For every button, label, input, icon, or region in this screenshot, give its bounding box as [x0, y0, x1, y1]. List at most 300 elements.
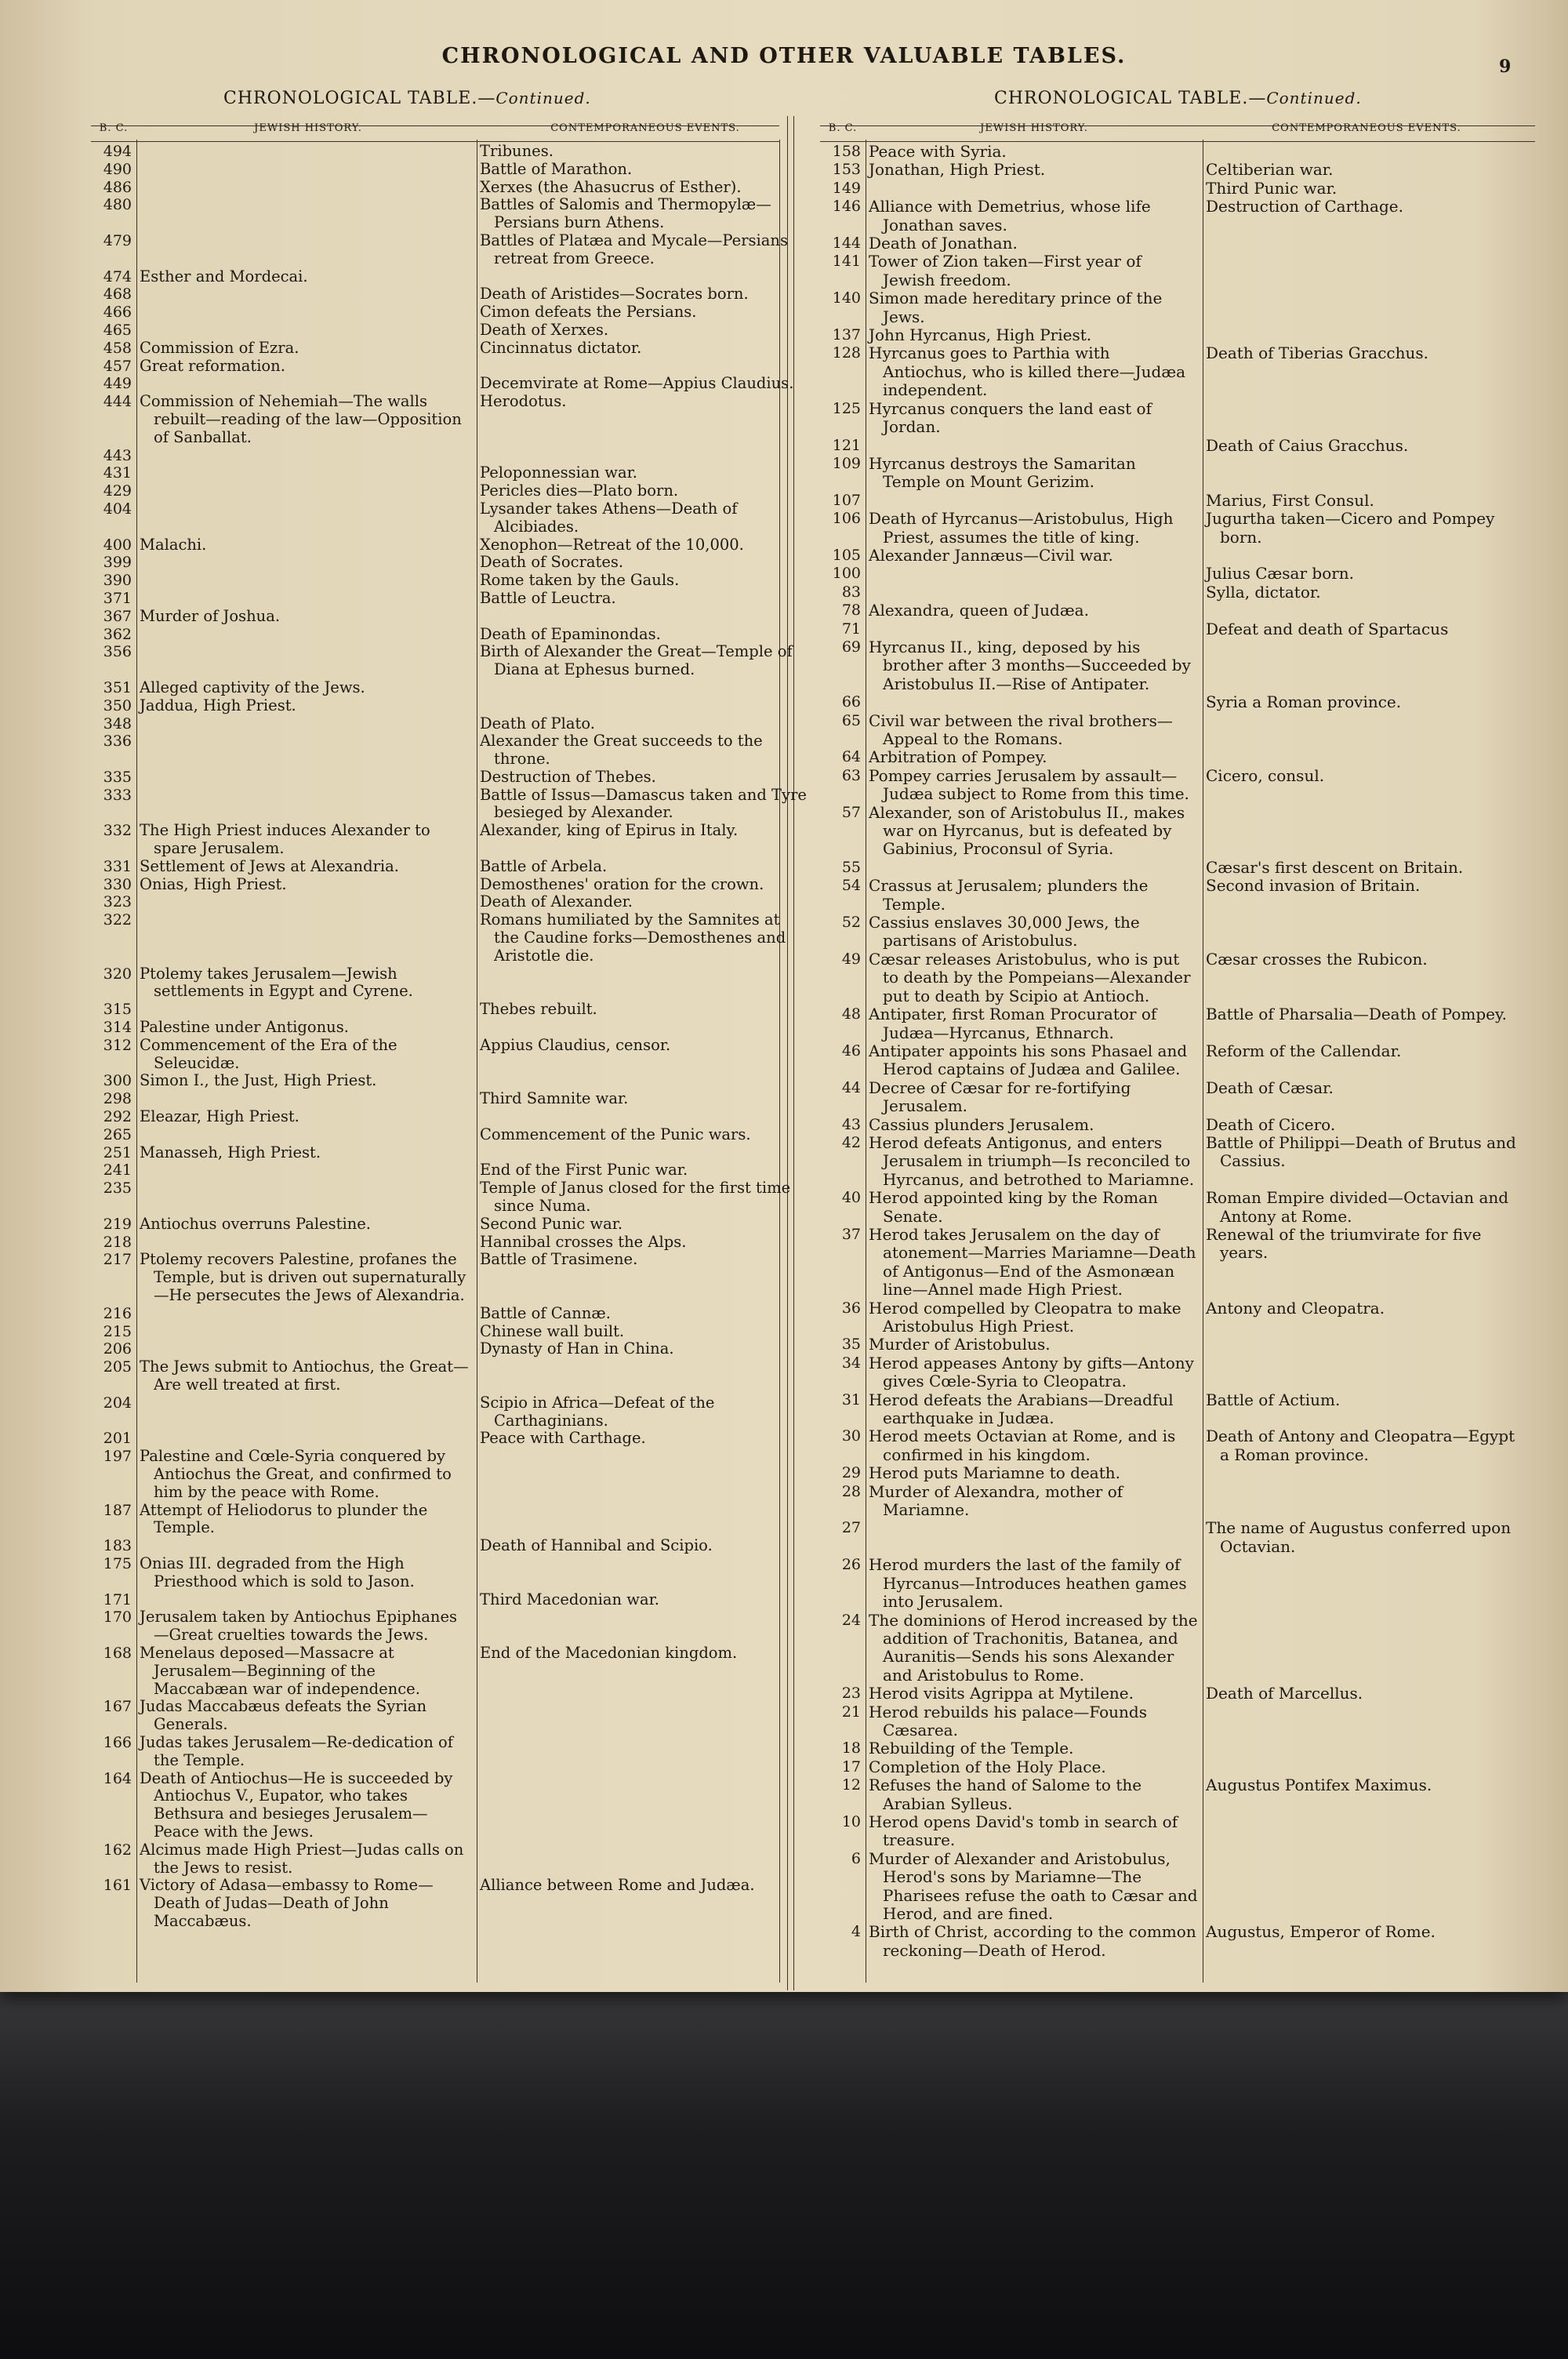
left-col-head-bc: B. C.: [99, 122, 129, 134]
jewish-history-cell: [136, 643, 477, 679]
year-cell: 49: [841, 950, 861, 968]
contemporaneous-event-cell: [1203, 143, 1530, 161]
year-cell: 466: [103, 304, 132, 322]
table-row: [91, 143, 790, 161]
table-row: [820, 1354, 1555, 1391]
year-cell: 125: [832, 399, 861, 417]
year-cell: 57: [841, 803, 861, 821]
year-cell: 40: [841, 1189, 861, 1207]
table-row: [91, 1037, 790, 1073]
year-cell: 46: [841, 1041, 861, 1060]
table-row: [820, 1519, 1555, 1556]
year-cell: 44: [841, 1078, 861, 1096]
table-row: [820, 1483, 1555, 1520]
contemporaneous-event-cell: [477, 1144, 814, 1162]
contemporaneous-event-cell: [1203, 804, 1530, 859]
jewish-history-cell: [136, 572, 477, 590]
jewish-history-cell: Esther and Mordecai.: [140, 267, 308, 285]
jewish-history-cell: Murder of Joshua.: [140, 606, 281, 625]
jewish-history-cell: Judas takes Jerusalem—Re-dedication of the Temple.: [140, 1732, 453, 1769]
contemporaneous-event-cell: [477, 268, 814, 286]
table-row: [91, 1555, 790, 1591]
contemporaneous-event-cell: [477, 1358, 814, 1394]
year-cell: 218: [103, 1233, 132, 1251]
contemporaneous-event-cell: [477, 1608, 814, 1645]
year-cell: 251: [103, 1143, 132, 1161]
table-row: [91, 322, 790, 340]
jewish-history-cell: Settlement of Jews at Alexandria.: [140, 856, 399, 875]
table-row: [820, 455, 1555, 492]
year-cell: 107: [832, 491, 861, 509]
contemporaneous-event-cell: [477, 1502, 814, 1538]
jewish-history-cell: Simon I., the Just, High Priest.: [140, 1071, 377, 1090]
table-row: [91, 769, 790, 787]
table-row: [820, 1612, 1555, 1685]
contemporaneous-event-cell: Commencement of the Punic wars.: [480, 1125, 751, 1143]
contemporaneous-event-cell: Peloponnessian war.: [480, 463, 637, 482]
contemporaneous-event-cell: Augustus, Emperor of Rome.: [1206, 1922, 1436, 1942]
table-row: [91, 1608, 790, 1645]
table-row: [91, 340, 790, 358]
jewish-history-cell: The dominions of Herod increased by the addition of Trachonitis, Batanea, and Auranitis—Sends his sons Alexander and Aristobulus to Rome.: [869, 1610, 1198, 1685]
jewish-history-cell: [136, 554, 477, 572]
table-row: [91, 1770, 790, 1841]
contemporaneous-event-cell: Cicero, consul.: [1206, 765, 1325, 785]
jewish-history-cell: Refuses the hand of Salome to the Arabian Sylleus.: [869, 1776, 1142, 1813]
year-cell: 21: [841, 1703, 861, 1721]
year-cell: 167: [103, 1698, 132, 1716]
contemporaneous-event-cell: Syria a Roman province.: [1206, 692, 1402, 712]
table-row: [820, 492, 1555, 510]
jewish-history-cell: John Hyrcanus, High Priest.: [869, 325, 1092, 345]
jewish-history-cell: [136, 143, 477, 161]
running-title: CHRONOLOGICAL AND OTHER VALUABLE TABLES.: [441, 44, 1127, 68]
table-row: [91, 196, 790, 232]
jewish-history-cell: Death of Jonathan.: [869, 234, 1018, 253]
jewish-history-cell: Herod visits Agrippa at Mytilene.: [869, 1684, 1134, 1703]
table-row: [91, 536, 790, 554]
jewish-history-cell: [136, 500, 477, 536]
table-row: [820, 161, 1555, 179]
jewish-history-cell: Eleazar, High Priest.: [140, 1107, 299, 1126]
table-row: [820, 914, 1555, 951]
year-cell: 219: [103, 1215, 132, 1233]
year-cell: 204: [103, 1394, 132, 1412]
contemporaneous-event-cell: Marius, First Consul.: [1206, 490, 1374, 510]
year-cell: 371: [103, 589, 132, 607]
year-cell: 65: [841, 711, 861, 729]
table-row: [91, 304, 790, 322]
contemporaneous-event-cell: [1203, 326, 1530, 344]
year-cell: 348: [103, 714, 132, 732]
right-table-title-cont: Continued.: [1266, 89, 1362, 107]
year-cell: 64: [841, 748, 861, 766]
contemporaneous-event-cell: [1203, 253, 1530, 289]
contemporaneous-event-cell: Xerxes (the Ahasucrus of Esther).: [480, 177, 742, 196]
contemporaneous-event-cell: [1203, 1703, 1530, 1740]
jewish-history-cell: [136, 893, 477, 911]
jewish-history-cell: [136, 1001, 477, 1019]
year-cell: 206: [103, 1340, 132, 1358]
jewish-history-cell: [866, 583, 1203, 602]
jewish-history-cell: Manasseh, High Priest.: [140, 1143, 321, 1161]
jewish-history-cell: [136, 1537, 477, 1555]
table-row: [91, 715, 790, 733]
table-row: [820, 1116, 1555, 1134]
table-row: [820, 1813, 1555, 1850]
jewish-history-cell: Peace with Syria.: [869, 142, 1007, 161]
year-cell: 235: [103, 1180, 132, 1198]
contemporaneous-event-cell: The name of Augustus conferred upon Octavian.: [1206, 1518, 1512, 1556]
table-row: [820, 712, 1555, 749]
table-row: [91, 679, 790, 697]
table-row: [820, 748, 1555, 766]
right-table-title-text: CHRONOLOGICAL TABLE.—: [994, 89, 1267, 108]
contemporaneous-event-cell: [1203, 914, 1530, 951]
jewish-history-cell: Ptolemy takes Jerusalem—Jewish settlements in Egypt and Cyrene.: [140, 964, 413, 1001]
contemporaneous-event-cell: [477, 358, 814, 376]
year-cell: 468: [103, 285, 132, 304]
jewish-history-cell: Hyrcanus II., king, deposed by his brother after 3 months—Succeeded by Aristobulus II.—Rise of Antipater.: [869, 637, 1191, 693]
year-cell: 153: [832, 161, 861, 179]
contemporaneous-event-cell: Destruction of Carthage.: [1206, 197, 1403, 216]
jewish-history-cell: [136, 1591, 477, 1609]
contemporaneous-event-cell: Battles of Platæa and Mycale—Persians retreat from Greece.: [480, 231, 788, 267]
table-row: [820, 234, 1555, 253]
year-cell: 480: [103, 196, 132, 214]
contemporaneous-event-cell: Battles of Salomis and Thermopylæ—Persians burn Athens.: [480, 195, 771, 232]
table-row: [820, 1556, 1555, 1611]
table-row: [820, 289, 1555, 326]
year-cell: 330: [103, 875, 132, 893]
year-cell: 34: [841, 1354, 861, 1372]
year-cell: 323: [103, 893, 132, 911]
contemporaneous-event-cell: Birth of Alexander the Great—Temple of Diana at Ephesus burned.: [480, 642, 793, 679]
table-row: [91, 893, 790, 911]
year-cell: 336: [103, 732, 132, 751]
year-cell: 335: [103, 768, 132, 786]
table-row: [91, 1323, 790, 1341]
year-cell: 332: [103, 822, 132, 840]
table-row: [91, 1877, 790, 1930]
year-cell: 23: [841, 1685, 861, 1703]
contemporaneous-event-cell: Death of Aristides—Socrates born.: [480, 285, 749, 304]
left-col-head-jewish: JEWISH HISTORY.: [254, 122, 362, 134]
jewish-history-cell: Herod appeases Antony by gifts—Antony gives Cœle-Syria to Cleopatra.: [869, 1353, 1194, 1391]
contemporaneous-event-cell: Alexander, king of Epirus in Italy.: [480, 821, 739, 840]
year-cell: 486: [103, 178, 132, 196]
contemporaneous-event-cell: [477, 1555, 814, 1591]
year-cell: 431: [103, 464, 132, 482]
contemporaneous-event-cell: Cimon defeats the Persians.: [480, 303, 697, 322]
contemporaneous-event-cell: Battle of Marathon.: [480, 159, 633, 178]
table-row: [91, 1305, 790, 1323]
jewish-history-cell: Malachi.: [140, 535, 207, 554]
year-cell: 400: [103, 536, 132, 554]
contemporaneous-event-cell: Sylla, dictator.: [1206, 582, 1321, 602]
contemporaneous-event-cell: Death of Cæsar.: [1206, 1078, 1334, 1097]
contemporaneous-event-cell: [477, 1698, 814, 1734]
year-cell: 28: [841, 1482, 861, 1500]
table-row: [91, 500, 790, 536]
table-row: [91, 1234, 790, 1252]
table-row: [820, 1703, 1555, 1740]
jewish-history-cell: [136, 322, 477, 340]
contemporaneous-event-cell: Death of Plato.: [480, 714, 595, 732]
table-row: [820, 583, 1555, 602]
contemporaneous-event-cell: Defeat and death of Spartacus: [1206, 619, 1449, 638]
table-row: [91, 1448, 790, 1501]
jewish-history-cell: [866, 1519, 1203, 1556]
year-cell: 24: [841, 1611, 861, 1629]
jewish-history-cell: [866, 492, 1203, 510]
jewish-history-cell: [136, 715, 477, 733]
left-table-title-text: CHRONOLOGICAL TABLE.—: [223, 89, 496, 108]
year-cell: 54: [841, 877, 861, 895]
left-table-title: [223, 89, 591, 108]
table-row: [91, 268, 790, 286]
table-row: [820, 180, 1555, 198]
table-row: [91, 1144, 790, 1162]
contemporaneous-event-cell: [1203, 1612, 1530, 1685]
contemporaneous-event-cell: [477, 1072, 814, 1090]
jewish-history-cell: Death of Antiochus—He is succeeded by Antiochus V., Eupator, who takes Bethsura and besieges Jerusalem—Peace with the Jews.: [140, 1768, 453, 1841]
table-row: [91, 1340, 790, 1358]
year-cell: 100: [832, 565, 861, 583]
year-cell: 105: [832, 546, 861, 564]
year-cell: 474: [103, 267, 132, 285]
table-row: [91, 374, 794, 393]
year-cell: 149: [832, 179, 861, 197]
right-col-head-bc: B. C.: [828, 122, 858, 134]
jewish-history-cell: Antipater, first Roman Procurator of Judæa—Hyrcanus, Ethnarch.: [869, 1005, 1157, 1042]
jewish-history-cell: [136, 626, 477, 644]
contemporaneous-event-cell: Hannibal crosses the Alps.: [480, 1232, 687, 1251]
year-cell: 320: [103, 965, 132, 983]
jewish-history-cell: Herod puts Mariamne to death.: [869, 1463, 1120, 1483]
contemporaneous-event-cell: End of the First Punic war.: [480, 1161, 688, 1180]
year-cell: 265: [103, 1125, 132, 1143]
year-cell: 175: [103, 1554, 132, 1572]
table-row: [820, 437, 1555, 455]
table-row: [91, 1734, 790, 1770]
table-row: [820, 859, 1555, 877]
contemporaneous-event-cell: Death of Cicero.: [1206, 1114, 1336, 1134]
contemporaneous-event-cell: Thebes rebuilt.: [480, 1000, 597, 1019]
jewish-history-cell: [136, 196, 477, 232]
contemporaneous-event-cell: [477, 1108, 814, 1126]
jewish-history-cell: [136, 769, 477, 787]
contemporaneous-event-cell: Destruction of Thebes.: [480, 767, 656, 786]
jewish-history-cell: [136, 1180, 477, 1216]
table-row: [820, 1226, 1555, 1299]
year-cell: 17: [841, 1757, 861, 1776]
year-cell: 26: [841, 1556, 861, 1574]
right-col-head-events: CONTEMPORANEOUS EVENTS.: [1272, 122, 1461, 134]
contemporaneous-event-cell: Death of Xerxes.: [480, 320, 609, 339]
table-row: [91, 590, 790, 608]
table-row: [820, 1005, 1555, 1042]
year-cell: 48: [841, 1005, 861, 1023]
table-row: [91, 1108, 790, 1126]
jewish-history-cell: [136, 1305, 477, 1323]
contemporaneous-event-cell: [1203, 1813, 1530, 1850]
contemporaneous-event-cell: Death of Epaminondas.: [480, 624, 661, 643]
jewish-history-cell: Herod rebuilds his palace—Founds Cæsarea.: [869, 1702, 1147, 1739]
contemporaneous-event-cell: [477, 447, 814, 465]
contemporaneous-event-cell: Peace with Carthage.: [480, 1429, 646, 1448]
contemporaneous-event-cell: [1203, 748, 1530, 766]
year-cell: 197: [103, 1448, 132, 1466]
jewish-history-cell: Crassus at Jerusalem; plunders the Temple.: [869, 876, 1149, 914]
contemporaneous-event-cell: [1203, 547, 1530, 565]
jewish-history-cell: Hyrcanus conquers the land east of Jordan.: [869, 398, 1152, 437]
year-cell: 78: [841, 602, 861, 620]
contemporaneous-event-cell: Jugurtha taken—Cicero and Pompey born.: [1206, 509, 1495, 547]
jewish-history-cell: [136, 1323, 477, 1341]
year-cell: 494: [103, 143, 132, 160]
year-cell: 298: [103, 1090, 132, 1108]
year-cell: 83: [841, 583, 861, 601]
jewish-history-cell: [866, 859, 1203, 877]
year-cell: 35: [841, 1336, 861, 1354]
jewish-history-cell: [136, 1430, 477, 1448]
year-cell: 31: [841, 1390, 861, 1408]
table-row: [91, 858, 790, 876]
contemporaneous-event-cell: End of the Macedonian kingdom.: [480, 1643, 738, 1662]
contemporaneous-event-cell: Battle of Philippi—Death of Brutus and Cassius.: [1206, 1132, 1516, 1171]
contemporaneous-event-cell: [477, 1841, 814, 1877]
table-row: [91, 1645, 790, 1698]
year-cell: 449: [103, 375, 132, 393]
contemporaneous-event-cell: Decemvirate at Rome—Appius Claudius.: [480, 374, 794, 393]
background-shadow: [0, 1976, 1568, 2359]
year-cell: 6: [851, 1849, 861, 1867]
table-row: [91, 965, 790, 1001]
table-row: [820, 1079, 1555, 1116]
jewish-history-cell: [136, 1126, 477, 1144]
left-table-rows: [91, 142, 807, 1931]
table-row: [91, 1502, 790, 1538]
jewish-history-cell: [136, 1394, 477, 1430]
year-cell: 170: [103, 1608, 132, 1627]
year-cell: 63: [841, 766, 861, 784]
jewish-history-cell: Herod appointed king by the Roman Senate.: [869, 1188, 1158, 1226]
table-row: [820, 1042, 1555, 1079]
jewish-history-cell: Alcimus made High Priest—Judas calls on the Jews to resist.: [140, 1840, 464, 1877]
year-cell: 42: [841, 1133, 861, 1151]
contemporaneous-event-cell: Rome taken by the Gauls.: [480, 571, 680, 590]
year-cell: 140: [832, 289, 861, 307]
year-cell: 106: [832, 510, 861, 528]
jewish-history-cell: Murder of Aristobulus.: [869, 1335, 1051, 1354]
table-row: [91, 1430, 790, 1448]
year-cell: 315: [103, 1001, 132, 1019]
table-row: [91, 358, 790, 376]
contemporaneous-event-cell: Reform of the Callendar.: [1206, 1041, 1402, 1060]
year-cell: 37: [841, 1225, 861, 1243]
jewish-history-cell: Alexandra, queen of Judæa.: [869, 601, 1089, 620]
jewish-history-cell: Cassius plunders Jerusalem.: [869, 1114, 1094, 1134]
jewish-history-cell: Alexander Jannæus—Civil war.: [869, 545, 1113, 565]
year-cell: 168: [103, 1644, 132, 1662]
right-table-rows: [820, 143, 1555, 1960]
jewish-history-cell: Great reformation.: [140, 356, 285, 375]
jewish-history-cell: Hyrcanus destroys the Samaritan Temple on Mount Gerizim.: [869, 453, 1136, 492]
jewish-history-cell: The High Priest induces Alexander to spare Jerusalem.: [140, 821, 430, 858]
jewish-history-cell: [136, 1161, 477, 1180]
left-table-head-rule: [91, 141, 779, 142]
jewish-history-cell: Commission of Nehemiah—The walls rebuilt—reading of the law—Opposition of Sanballat.: [140, 392, 462, 446]
jewish-history-cell: Alexander, son of Aristobulus II., makes war on Hyrcanus, but is defeated by Gabinius, Proconsul of Syria.: [869, 802, 1185, 859]
jewish-history-cell: Antiochus overruns Palestine.: [140, 1214, 371, 1233]
contemporaneous-event-cell: [1203, 712, 1530, 749]
jewish-history-cell: Herod meets Octavian at Rome, and is confirmed in his kingdom.: [869, 1427, 1176, 1464]
year-cell: 350: [103, 696, 132, 714]
year-cell: 351: [103, 678, 132, 696]
year-cell: 4: [851, 1923, 861, 1941]
right-table: [811, 118, 1555, 1987]
year-cell: 30: [841, 1427, 861, 1445]
year-cell: 399: [103, 554, 132, 572]
year-cell: 71: [841, 620, 861, 638]
year-cell: 158: [832, 143, 861, 160]
table-row: [91, 232, 790, 268]
jewish-history-cell: Arbitration of Pompey.: [869, 747, 1047, 767]
year-cell: 333: [103, 786, 132, 804]
table-row: [91, 697, 790, 715]
jewish-history-cell: The Jews submit to Antiochus, the Great—Are well treated at first.: [140, 1358, 469, 1394]
table-row: [820, 400, 1555, 437]
contemporaneous-event-cell: [1203, 1354, 1530, 1391]
table-row: [820, 198, 1555, 234]
contemporaneous-event-cell: Battle of Issus—Damascus taken and Tyre besieged by Alexander.: [480, 785, 807, 822]
table-row: [91, 1126, 790, 1144]
table-row: [820, 143, 1555, 161]
right-table-title: [994, 89, 1362, 108]
table-row: [820, 602, 1555, 620]
left-col-head-events: CONTEMPORANEOUS EVENTS.: [550, 122, 740, 134]
contemporaneous-event-cell: Celtiberian war.: [1206, 160, 1334, 180]
jewish-history-cell: Pompey carries Jerusalem by assault—Judæa subject to Rome from this time.: [869, 765, 1189, 804]
table-row: [820, 1134, 1555, 1189]
year-cell: 187: [103, 1501, 132, 1519]
year-cell: 457: [103, 357, 132, 375]
jewish-history-cell: [136, 482, 477, 500]
jewish-history-cell: Palestine and Cœle-Syria conquered by Antiochus the Great, and confirmed to him by the peace with Rome.: [140, 1447, 452, 1501]
jewish-history-cell: Judas Maccabæus defeats the Syrian Generals.: [140, 1697, 427, 1734]
contemporaneous-event-cell: Alliance between Rome and Judæa.: [480, 1876, 755, 1895]
year-cell: 12: [841, 1776, 861, 1794]
jewish-history-cell: Palestine under Antigonus.: [140, 1018, 349, 1037]
table-row: [91, 1394, 790, 1430]
year-cell: 216: [103, 1304, 132, 1322]
contemporaneous-event-cell: Third Punic war.: [1206, 178, 1338, 198]
table-row: [91, 1161, 790, 1180]
table-row: [91, 572, 790, 590]
year-cell: 55: [841, 858, 861, 876]
year-cell: 144: [832, 234, 861, 253]
contemporaneous-event-cell: [477, 608, 814, 626]
year-cell: 201: [103, 1430, 132, 1448]
jewish-history-cell: [136, 1090, 477, 1108]
jewish-history-cell: Victory of Adasa—embassy to Rome—Death of Judas—Death of John Maccabæus.: [140, 1876, 434, 1930]
year-cell: 367: [103, 607, 132, 625]
table-row: [820, 1391, 1555, 1428]
jewish-history-cell: [136, 447, 477, 465]
contemporaneous-event-cell: Temple of Janus closed for the first time since Numa.: [480, 1179, 791, 1216]
contemporaneous-event-cell: Battle of Actium.: [1206, 1390, 1341, 1409]
